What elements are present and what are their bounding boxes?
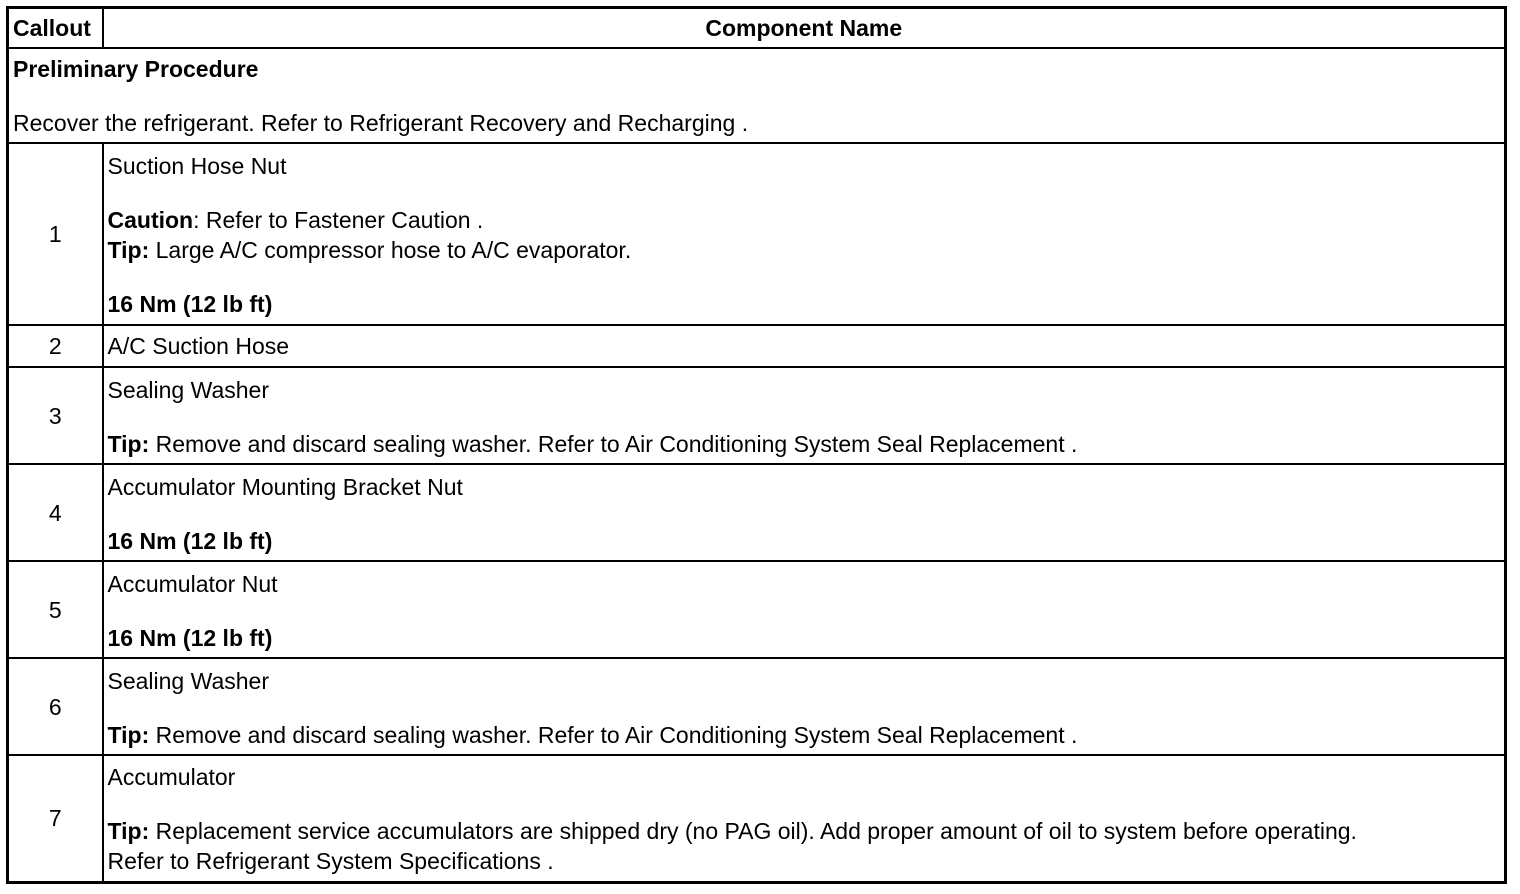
component-name: Accumulator (107, 764, 236, 791)
tip-line-continued: Refer to Refrigerant System Specifications . (107, 848, 554, 875)
component-cell (103, 464, 1506, 561)
tip-text: Replacement service accumulators are shipped dry (no PAG oil). Add proper amount of oil to system before operating. (149, 818, 1357, 845)
preliminary-cell (8, 48, 1506, 143)
component-name: Sealing Washer (107, 376, 270, 403)
table-row (8, 367, 1506, 464)
component-cell (103, 658, 1506, 755)
component-cell (103, 561, 1506, 658)
tip-line (108, 235, 1501, 265)
header-component-name: Component Name (103, 8, 1506, 49)
callout-number: 5 (8, 561, 103, 658)
tip-text: Large A/C compressor hose to A/C evaporator. (149, 237, 632, 263)
tip-line (108, 720, 1501, 750)
callout-table (6, 6, 1507, 884)
torque-spec: 16 Nm (12 lb ft) (107, 291, 273, 317)
tip-label: Tip: (107, 721, 150, 748)
table-row (8, 464, 1506, 561)
tip-label: Tip: (107, 237, 150, 263)
tip-label: Tip: (107, 818, 150, 845)
component-cell (103, 143, 1506, 325)
tip-text: Remove and discard sealing washer. Refer to Air Conditioning System Seal Replacement . (149, 721, 1078, 748)
callout-number: 7 (8, 755, 103, 882)
tip-label: Tip: (107, 430, 150, 457)
caution-text: : Refer to Fastener Caution . (193, 207, 484, 233)
table-row (8, 561, 1506, 658)
callout-number: 4 (8, 464, 103, 561)
component-name: Accumulator Nut (107, 570, 278, 597)
callout-number: 1 (8, 143, 103, 325)
header-callout: Callout (8, 8, 103, 49)
table-row (8, 325, 1506, 367)
tip-line (108, 816, 1501, 846)
component-name: Suction Hose Nut (107, 153, 287, 179)
torque-spec: 16 Nm (12 lb ft) (107, 624, 273, 651)
preliminary-row (8, 48, 1506, 143)
table-row (8, 143, 1506, 325)
callout-number: 3 (8, 367, 103, 464)
tip-line (108, 429, 1501, 459)
preliminary-title: Preliminary Procedure (13, 56, 259, 82)
caution-label: Caution (107, 207, 194, 233)
torque-spec: 16 Nm (12 lb ft) (107, 527, 273, 554)
component-name: A/C Suction Hose (107, 333, 290, 359)
tip-text: Remove and discard sealing washer. Refer to Air Conditioning System Seal Replacement . (149, 430, 1078, 457)
caution-line (108, 205, 1501, 235)
component-name: Sealing Washer (107, 667, 270, 694)
component-name: Accumulator Mounting Bracket Nut (107, 473, 463, 500)
header-row (8, 8, 1506, 49)
component-cell (103, 755, 1506, 882)
preliminary-text: Recover the refrigerant. Refer to Refrigerant Recovery and Recharging . (13, 110, 749, 136)
component-cell (103, 325, 1506, 367)
component-cell (103, 367, 1506, 464)
callout-number: 6 (8, 658, 103, 755)
table-row (8, 658, 1506, 755)
table-row (8, 755, 1506, 882)
callout-number: 2 (8, 325, 103, 367)
